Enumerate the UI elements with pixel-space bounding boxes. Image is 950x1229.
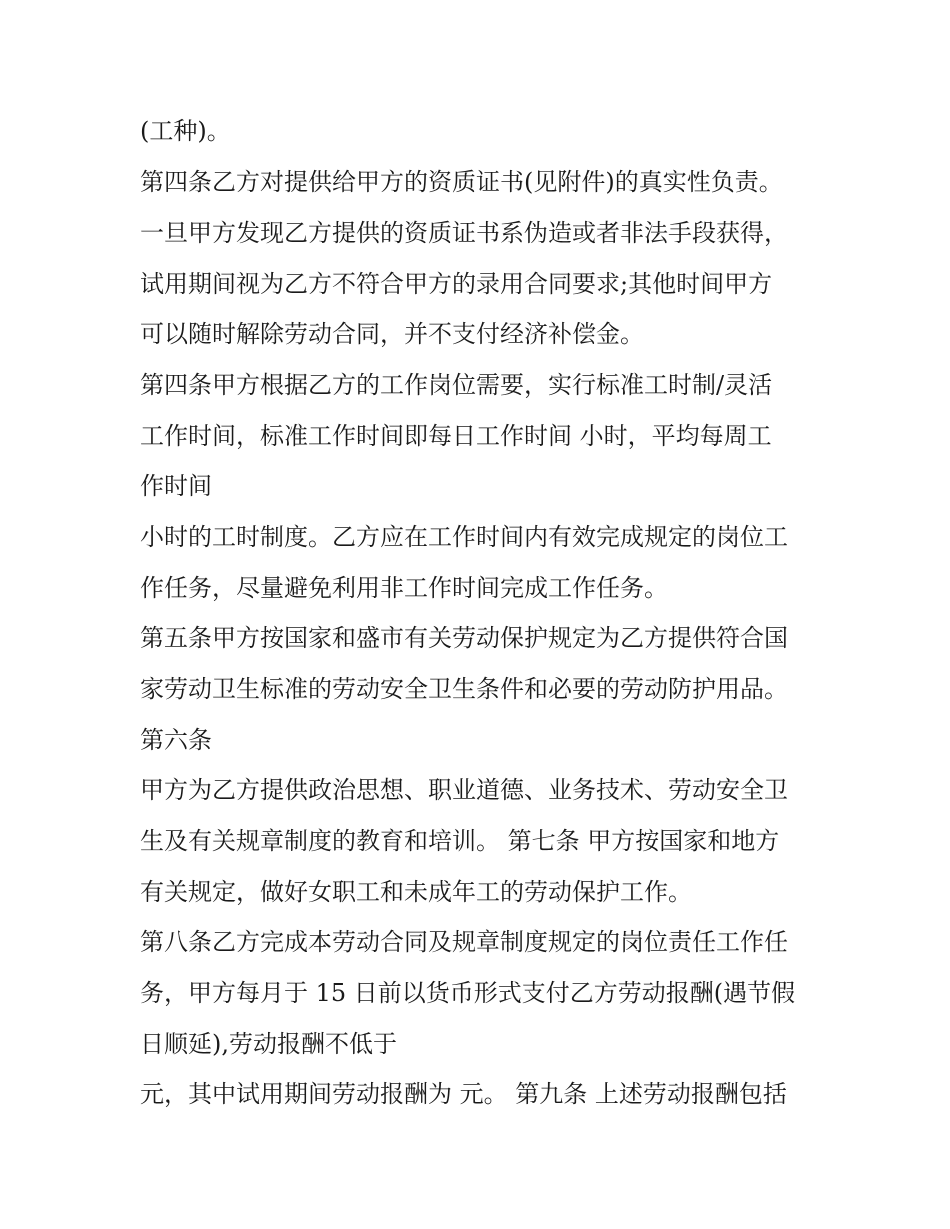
text-line: 家劳动卫生标准的劳动安全卫生条件和必要的劳动防护用品。 <box>140 675 788 703</box>
text-line: 小时的工时制度。乙方应在工作时间内有效完成规定的岗位工 <box>140 523 788 551</box>
text-line: 第八条乙方完成本劳动合同及规章制度规定的岗位责任工作任 <box>140 928 788 956</box>
text-line: 一旦甲方发现乙方提供的资质证书系伪造或者非法手段获得， <box>140 219 788 247</box>
text-line: 试用期间视为乙方不符合甲方的录用合同要求;其他时间甲方 <box>140 270 773 298</box>
text-line: 第五条甲方按国家和盛市有关劳动保护规定为乙方提供符合国 <box>140 624 788 652</box>
text-line: 作任务，尽量避免利用非工作时间完成工作任务。 <box>140 574 668 602</box>
text-line: 元，其中试用期间劳动报酬为 元。 第九条 上述劳动报酬包括 <box>140 1080 787 1108</box>
text-line: 务，甲方每月于 15 日前以货币形式支付乙方劳动报酬(遇节假 <box>140 979 796 1007</box>
text-line: 第四条甲方根据乙方的工作岗位需要，实行标准工时制/灵活 <box>140 371 773 399</box>
text-line: 有关规定，做好女职工和未成年工的劳动保护工作。 <box>140 878 692 906</box>
text-line: 甲方为乙方提供政治思想、职业道德、业务技术、劳动安全卫 <box>140 776 788 804</box>
text-line: 日顺延),劳动报酬不低于 <box>140 1030 397 1058</box>
text-line: 可以随时解除劳动合同，并不支付经济补偿金。 <box>140 320 644 348</box>
text-line: 第六条 <box>140 726 212 754</box>
text-line: (工种)。 <box>140 117 231 145</box>
text-line: 作时间 <box>140 472 212 500</box>
text-line: 工作时间，标准工作时间即每日工作时间 小时，平均每周工 <box>140 422 772 450</box>
text-line: 生及有关规章制度的教育和培训。 第七条 甲方按国家和地方 <box>140 827 780 855</box>
text-line: 第四条乙方对提供给甲方的资质证书(见附件)的真实性负责。 <box>140 168 783 196</box>
